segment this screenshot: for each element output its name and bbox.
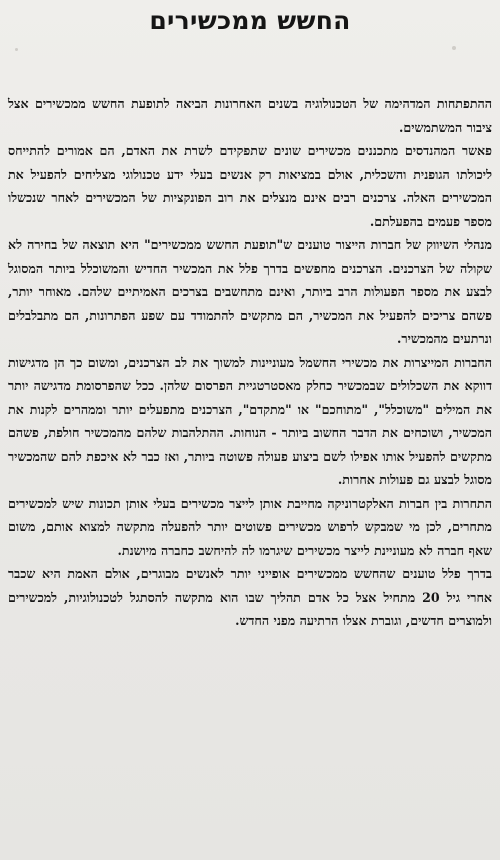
- article-body: [8, 92, 492, 633]
- paragraph-6: בדרך פלל טוענים שהחשש ממכשירים אופייני יותר לאנשים מבוגרים, אולם האמת היא שכבר אחרי גיל 20 מתחיל אצל כל אדם תהליך שבו הוא מתקשה להסתגל לטכנולוגיות, למכשירים ולמוצרים חדשים, וגוברת אצלו הרתיעה מפני החדש.: [8, 566, 492, 628]
- paper-speck: [15, 48, 18, 51]
- paragraph-5: התחרות בין חברות האלקטרוניקה מחייבת אותן לייצר מכשירים בעלי אותן תכונות שיש למכשירים מתחרים, לכן מי שמבקש לרפוש מכשירים פשוטים יותר להפעלה מתקשה למצוא אותם, משום שאף חברה לא מעוניינת לייצר מכשירים שיגרמו לה להיחשב כחברה מיושנת.: [8, 495, 492, 558]
- paragraph-4: החברות המייצרות את מכשירי החשמל מעוניינות למשוך את לב הצרכנים, ומשום כך הן מדגישות דווקא את השכלולים שבמכשיר כחלק מאסטרטגיית הפרסום שלהן. ככל שהפרסומת מדגישה יותר את המילים "משוכלל", "מתוחכם" או "מתקדם", הצרכנים מתפעלים יותר וממהרים לקנות את המכשיר, ושוכחים את הדבר החשוב ביותר - הנוחות. ההתלהבות שלהם מהמכשיר חולפת, פשהם מתקשים להפעיל אותו אפילו לשם ביצוע פעולה פשוטה ביותר, ואז כבר לא איכפת להם שהמכשיר מסוגל לבצע גם פעולות אחרות.: [8, 354, 492, 487]
- paragraph-3: מנהלי השיווק של חברות הייצור טוענים ש"תופעת החשש ממכשירים" היא תוצאה של בחירה לא שקולה של הצרכנים. הצרכנים מחפשים בדרך פלל את המכשיר החדיש והמשוכלל ביותר המסוגל לבצע את מספר הפעולות הרב ביותר, ואינם מתחשבים בצרכים האמיתיים שלהם. מאוחר יותר, פשהם צריכים להפעיל את המכשיר, הם מתקשים להתמודד עם שפע הפתרונות, הם מתבלבלים ונרתעים מהמכשיר.: [8, 237, 492, 346]
- article-title: החשש ממכשירים: [149, 6, 351, 35]
- paragraph-1: ההתפתחות המדהימה של הטכנולוגיה בשנים האחרונות הביאה לתופעת החשש ממכשירים אצל ציבור המשתמשים.: [8, 96, 492, 135]
- paragraph-2: פאשר המהנדסים מתכננים מכשירים שונים שתפקידם לשרת את האדם, הם אמורים להתייחס ליכולתו הגופנית והשכלית, אולם במציאות רק אנשים בעלי ידע טכנולוגי מצליחים להפעיל את המכשירים האלה. צרכנים רבים אינם מנצלים את רוב הפונקציות של המכשירים לאחר שנכשלו מספר פעמים בהפעלתם.: [8, 143, 492, 229]
- paper-speck: [452, 46, 456, 50]
